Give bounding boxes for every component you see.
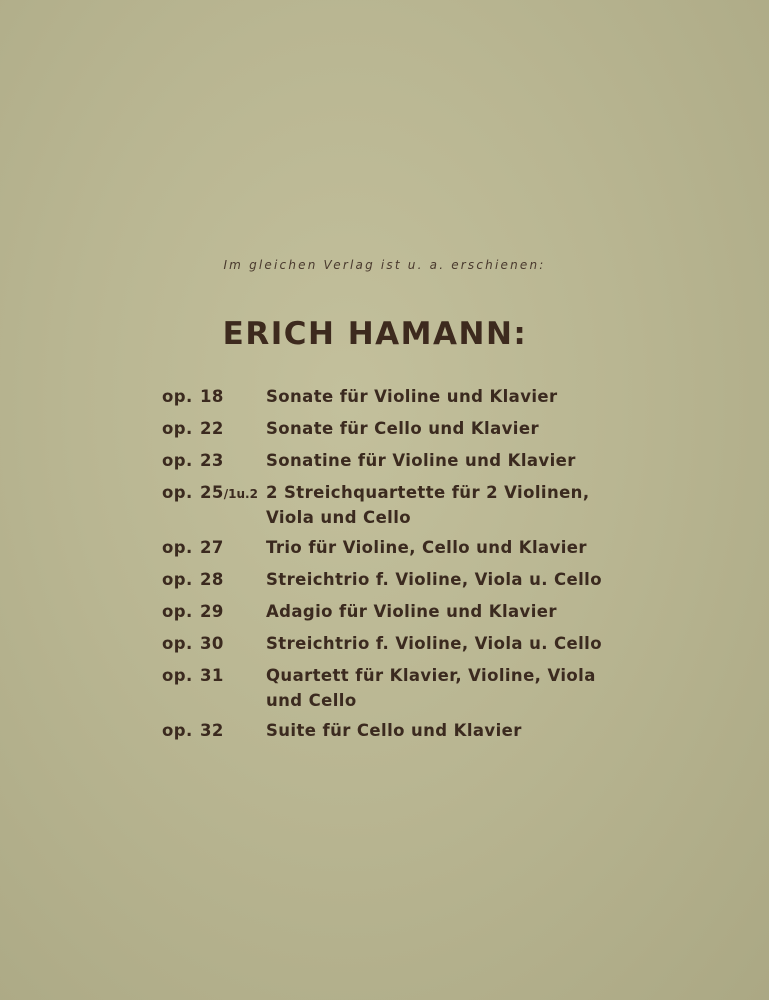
work-item [162, 480, 722, 530]
opus-number: 18 [200, 387, 224, 406]
work-item [162, 599, 722, 626]
work-item [162, 416, 722, 443]
opus-prefix: op. [162, 419, 193, 438]
opus-number: 31 [200, 666, 224, 685]
opus-number: 29 [200, 602, 224, 621]
work-item [162, 663, 722, 713]
opus-prefix: op. [162, 634, 193, 653]
opus-prefix: op. [162, 538, 193, 557]
opus-prefix: op. [162, 570, 193, 589]
opus-prefix: op. [162, 602, 193, 621]
opus-prefix: op. [162, 451, 193, 470]
opus-number-suffix: /1u.2 [223, 487, 258, 501]
opus-prefix: op. [162, 721, 193, 740]
work-title: Trio für Violine, Cello und Klavier [266, 538, 587, 557]
opus-number: 30 [200, 634, 224, 653]
publisher-intro: Im gleichen Verlag ist u. a. erschienen: [223, 258, 546, 272]
works-list [162, 384, 722, 750]
opus-number: 32 [200, 721, 224, 740]
work-title: Sonate für Cello und Klavier [266, 419, 539, 438]
work-title: Sonate für Violine und Klavier [266, 387, 558, 406]
opus-number: 22 [200, 419, 224, 438]
work-title: Suite für Cello und Klavier [266, 721, 522, 740]
composer-heading: ERICH HAMANN: [222, 316, 528, 352]
work-title: Streichtrio f. Violine, Viola u. Cello [266, 634, 602, 653]
opus-number: 25/1u.2 [200, 483, 258, 502]
work-title: Adagio für Violine und Klavier [266, 602, 557, 621]
work-title: 2 Streichquartette für 2 Violinen, Viola und Cello [266, 483, 590, 527]
work-item [162, 631, 722, 658]
opus-prefix: op. [162, 483, 193, 502]
opus-number: 28 [200, 570, 224, 589]
work-item [162, 718, 722, 745]
opus-number: 23 [200, 451, 224, 470]
work-title: Streichtrio f. Violine, Viola u. Cello [266, 570, 602, 589]
opus-prefix: op. [162, 387, 193, 406]
opus-prefix: op. [162, 666, 193, 685]
work-item [162, 567, 722, 594]
work-item [162, 384, 722, 411]
work-item [162, 535, 722, 562]
opus-number: 27 [200, 538, 224, 557]
work-title: Sonatine für Violine und Klavier [266, 451, 576, 470]
work-item [162, 448, 722, 475]
work-title: Quartett für Klavier, Violine, Viola und Cello [266, 666, 596, 710]
